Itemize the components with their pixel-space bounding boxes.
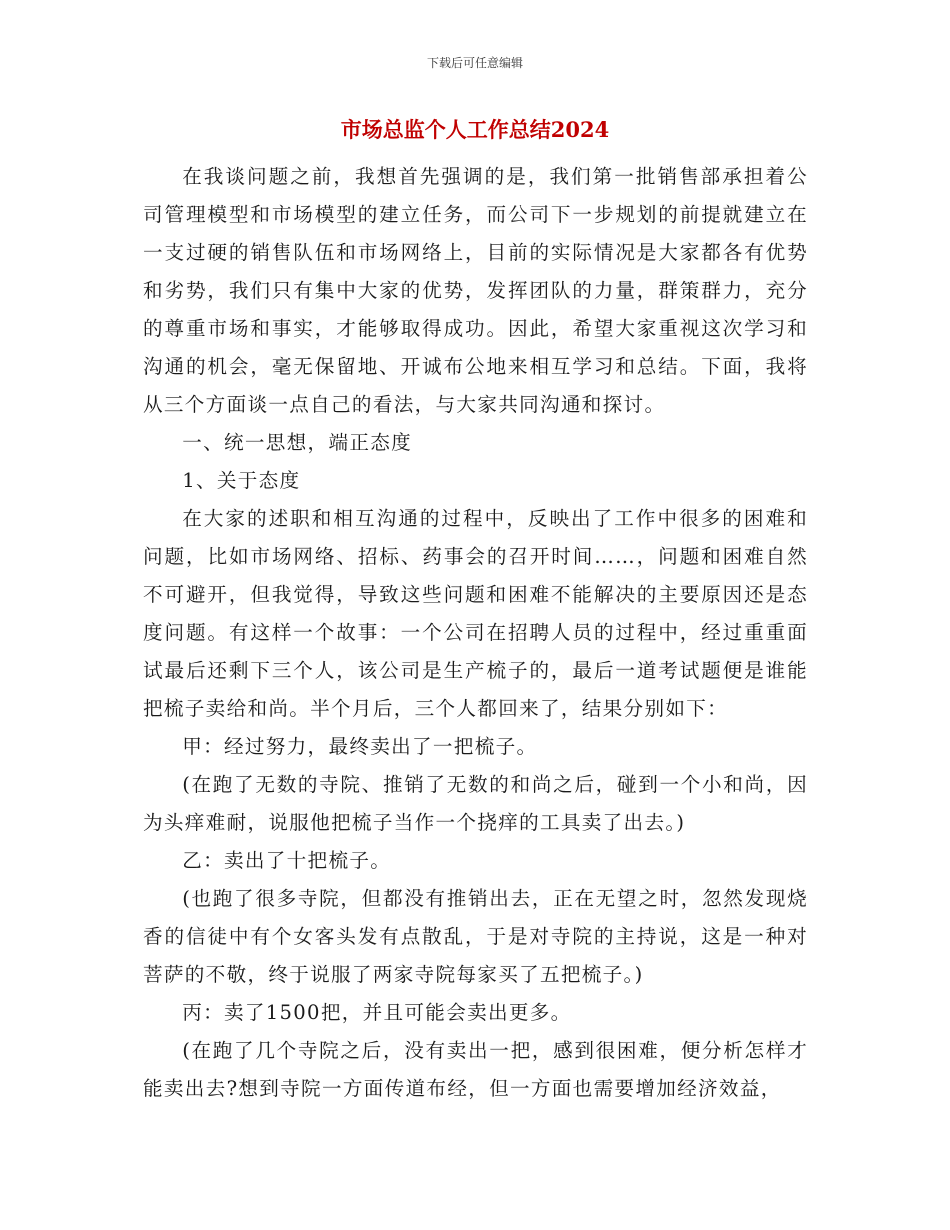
- paragraph-note-jia: (在跑了无数的寺院、推销了无数的和尚之后，碰到一个小和尚，因为头痒难耐，说服他把梳子当作一个挠痒的工具卖了出去。): [143, 773, 808, 834]
- document-title: 市场总监个人工作总结2024: [340, 117, 610, 142]
- paragraph-note-yi: (也跑了很多寺院，但都没有推销出去，正在无望之时，忽然发现烧香的信徒中有个女客头发有点散乱，于是对寺院的主持说，这是一种对菩萨的不敬，终于说服了两家寺院每家买了五把梳子。): [143, 887, 808, 986]
- paragraph-result-jia: 甲：经过努力，最终卖出了一把梳子。: [182, 735, 538, 758]
- subsection-heading-attitude: 1、关于态度: [182, 469, 301, 492]
- document-body: [143, 158, 808, 1108]
- paragraph-intro: 在我谈问题之前，我想首先强调的是，我们第一批销售部承担着公司管理模型和市场模型的建立任务，而公司下一步规划的前提就建立在一支过硬的销售队伍和市场网络上，目前的实际情况是大家都各有优势和劣势，我们只有集中大家的优势，发挥团队的力量，群策群力，充分的尊重市场和事实，才能够取得成功。因此，希望大家重视这次学习和沟通的机会，毫无保留地、开诚布公地来相互学习和总结。下面，我将从三个方面谈一点自己的看法，与大家共同沟通和探讨。: [143, 165, 808, 416]
- paragraph-result-yi: 乙：卖出了十把梳子。: [182, 849, 392, 872]
- page-header-note: 下载后可任意编辑: [426, 56, 523, 70]
- paragraph-note-bing: (在跑了几个寺院之后，没有卖出一把，感到很困难，便分析怎样才能卖出去?想到寺院一方面传道布经，但一方面也需要增加经济效益，: [143, 1039, 808, 1100]
- paragraph-result-bing: 丙：卖了1500把，并且可能会卖出更多。: [182, 1001, 572, 1024]
- paragraph-story: 在大家的述职和相互沟通的过程中，反映出了工作中很多的困难和问题，比如市场网络、招标、药事会的召开时间……，问题和困难自然不可避开，但我觉得，导致这些问题和困难不能解决的主要原因还是态度问题。有这样一个故事：一个公司在招聘人员的过程中，经过重重面试最后还剩下三个人，该公司是生产梳子的，最后一道考试题便是谁能把梳子卖给和尚。半个月后，三个人都回来了，结果分别如下：: [143, 507, 808, 720]
- section-heading-unify-thinking: 一、统一思想，端正态度: [182, 431, 413, 454]
